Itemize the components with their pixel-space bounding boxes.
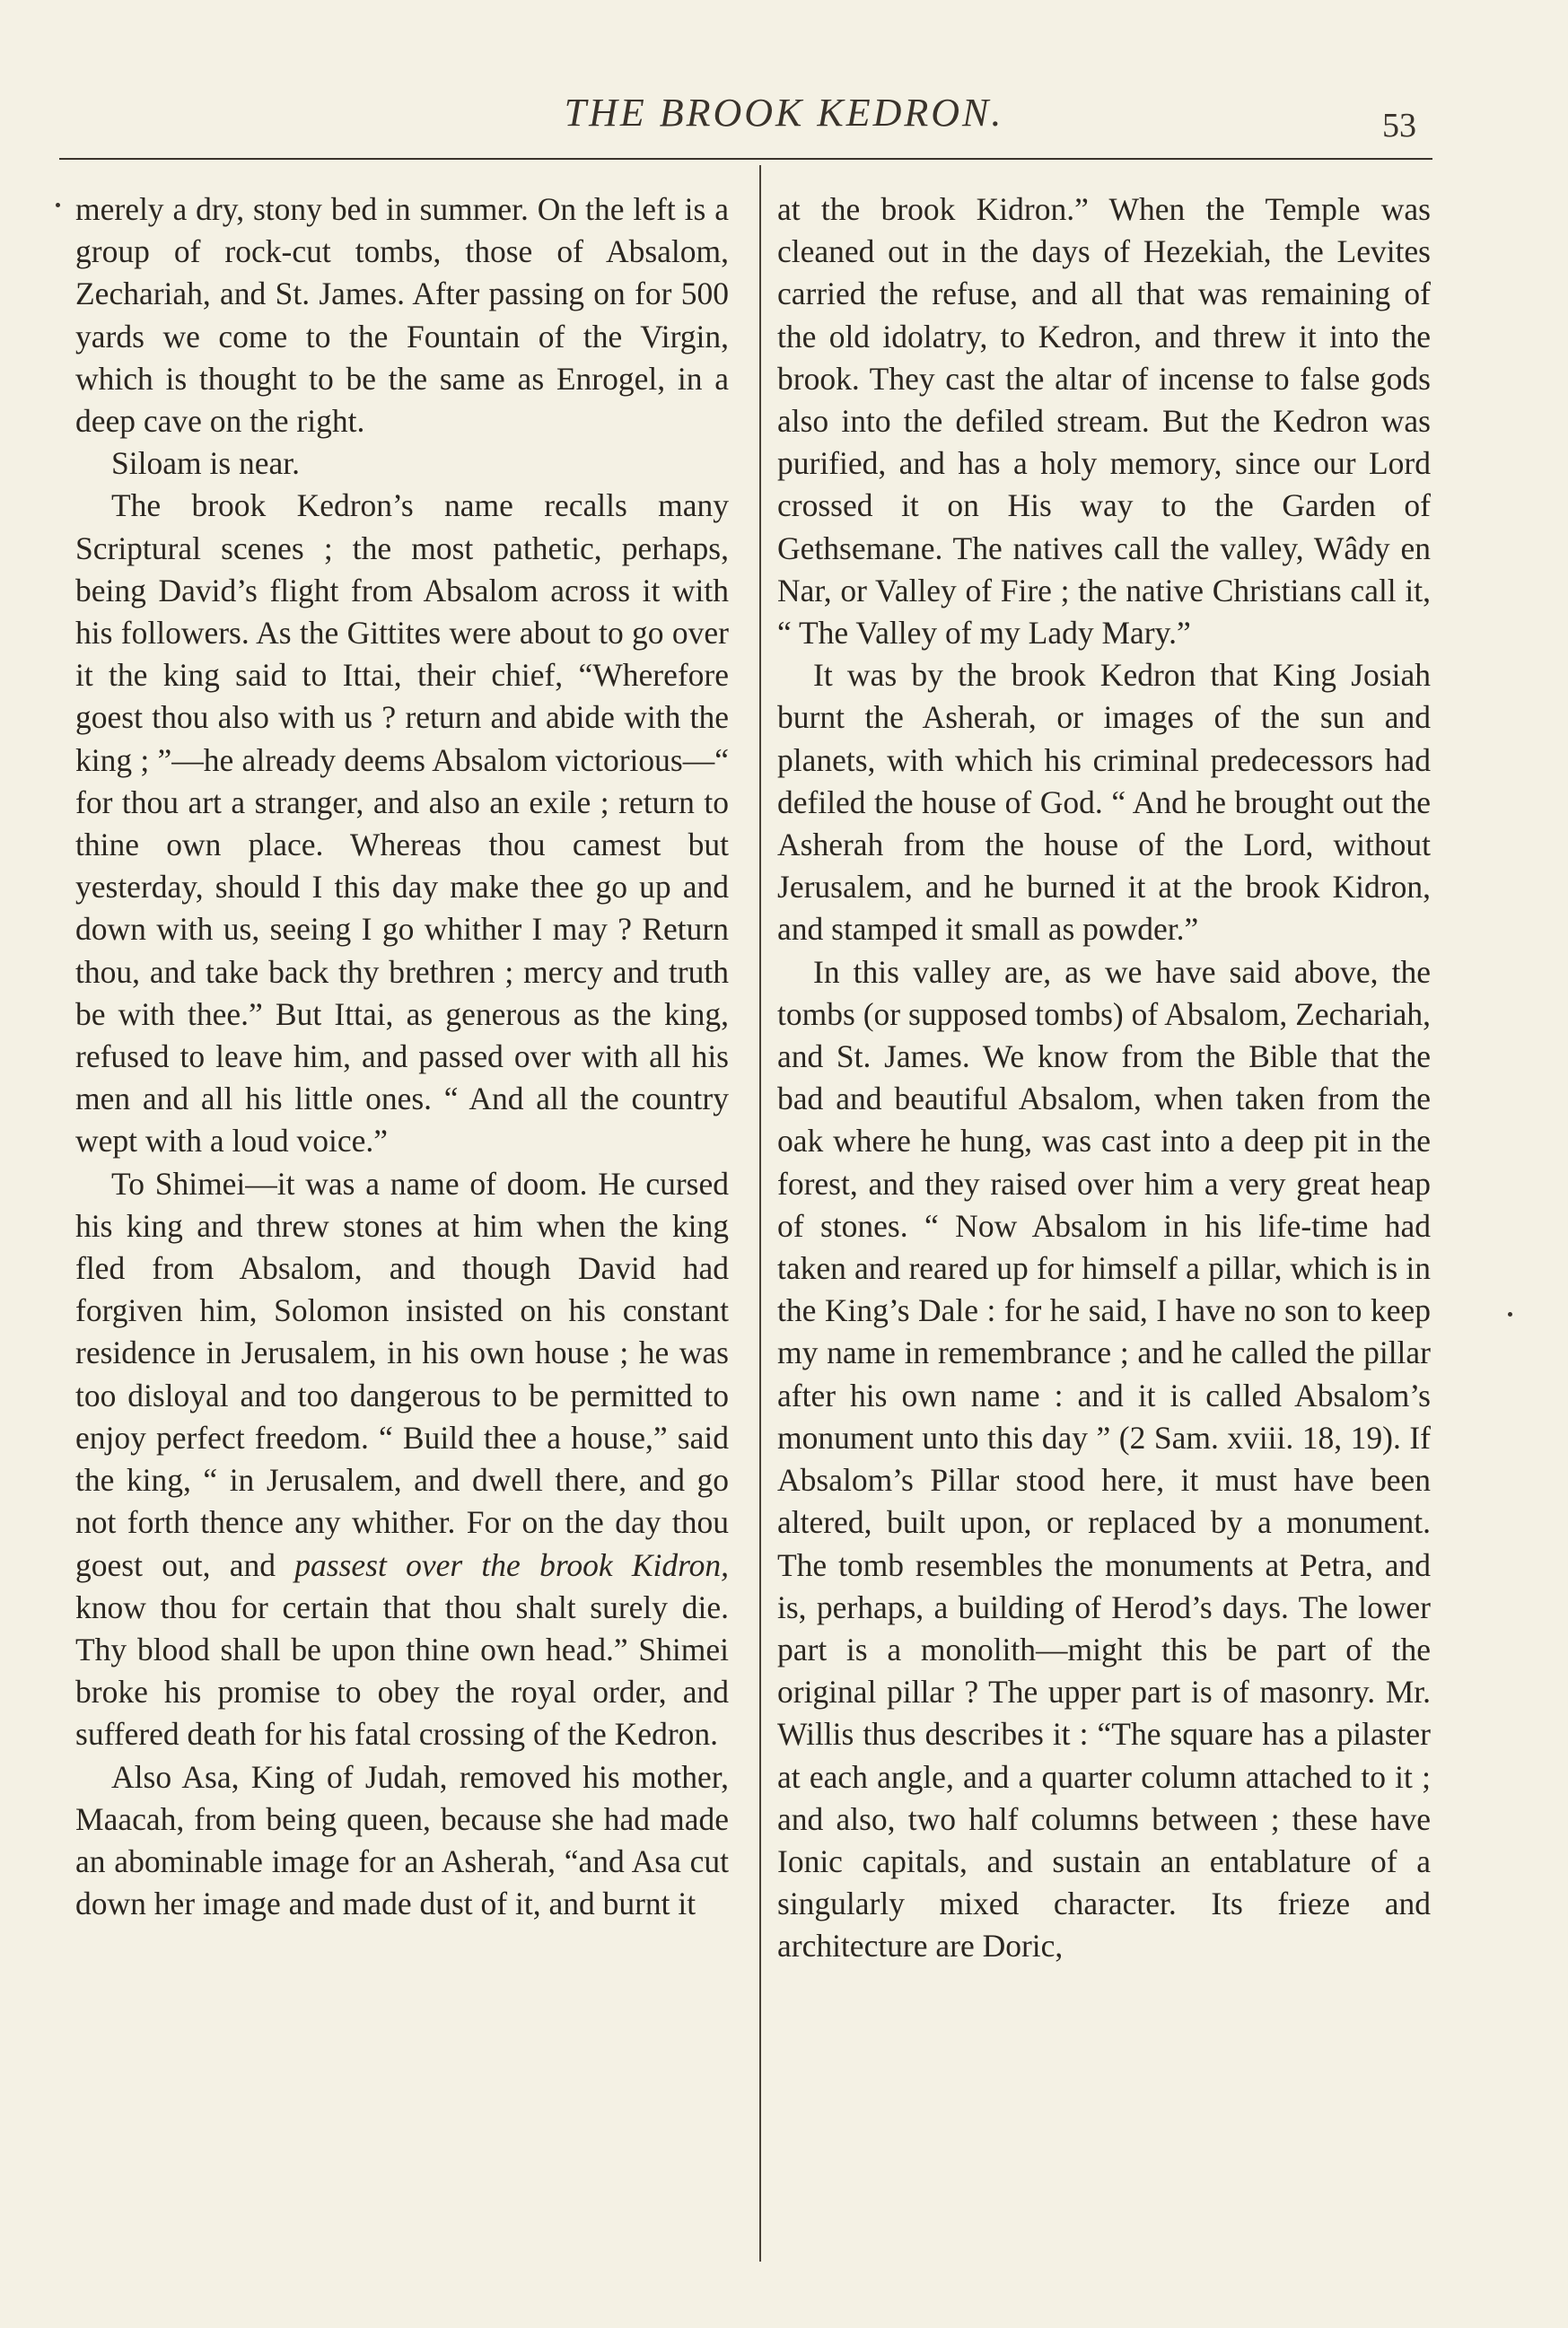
margin-mark <box>1508 1312 1512 1317</box>
paragraph: Siloam is near. <box>111 445 301 482</box>
paragraph: at the brook Kidron.” When the Temple was cleaned out in the days of Hezekiah, the Levites carried the refuse, and all that was remaining of the old idolatry, to Kedron, and threw it into the brook. They cast the altar of incense to false gods also into the defiled stream. But the Kedron was purified, and has a holy memory, since our Lord crossed it on His way to the Garden of Gethsemane. The natives call the valley, Wâdy en Nar, or Valley of Fire ; the native Christians call it, “ The Valley of my Lady Mary.” <box>777 191 1431 652</box>
paragraph-text: To Shimei—it was a name of doom. He cursed his king and threw stones at him when the king fled from Absalom, and though David had forgiven him, Solomon insisted on his constant residence in Jerusalem, in his own house ; he was too disloyal and too dangerous to be permitted to enjoy perfect freedom. “ Build thee a house,” said the king, “ in Jerusalem, and dwell there, and go not forth thence any whither. For on the day thou goest out, and <box>75 1165 729 1583</box>
paragraph: merely a dry, stony bed in summer. On the left is a group of rock-cut tombs, those of Absalom, Zechariah, and St. James. After passing on for 500 yards we come to the Fountain of the Virgin, which is thought to be the same as Enrogel, in a deep cave on the right. <box>75 191 729 440</box>
right-column <box>777 188 1431 1968</box>
paragraph: Also Asa, King of Judah, removed his mother, Maacah, from being queen, because she had made an abominable image for an Asherah, “and Asa cut down her image and made dust of it, and burnt it <box>75 1758 729 1922</box>
paragraph <box>75 1163 729 1756</box>
margin-mark <box>56 203 60 207</box>
italic-quote: passest over the brook Kidron, <box>294 1546 730 1583</box>
page-number: 53 <box>1382 107 1416 144</box>
left-column <box>75 188 729 1925</box>
paragraph: The brook Kedron’s name recalls many Scriptural scenes ; the most pathetic, perhaps, being David’s flight from Absalom across it with his followers. As the Gittites were about to go over it the king said to Ittai, their chief, “Wherefore goest thou also with us ? return and abide with the king ; ”—he already deems Absalom victorious—“ for thou art a stranger, and also an exile ; return to thine own place. Whereas thou camest but yesterday, should I this day make thee go up and down with us, seeing I go whither I may ? Return thou, and take back thy brethren ; mercy and truth be with thee.” But Ittai, as generous as the king, refused to leave him, and passed over with all his men and all his little ones. “ And all the country wept with a loud voice.” <box>75 487 729 1160</box>
paragraph: It was by the brook Kedron that King Josiah burnt the Asherah, or images of the sun and planets, with which his criminal predecessors had defiled the house of God. “ And he brought out the Asherah from the house of the Lord, without Jerusalem, and he burned it at the brook Kidron, and stamped it small as powder.” <box>777 657 1431 948</box>
column-divider <box>759 165 761 2262</box>
paragraph-text: know thou for certain that thou shalt surely die. Thy blood shall be upon thine own head.” Shimei broke his promise to obey the royal order, and suffered death for his fatal crossing of the Kedron. <box>75 1588 729 1753</box>
header-rule <box>59 158 1432 160</box>
running-title: THE BROOK KEDRON. <box>564 91 1004 135</box>
paragraph: In this valley are, as we have said above, the tombs (or supposed tombs) of Absalom, Zechariah, and St. James. We know from the Bible that the bad and beautiful Absalom, when taken from the oak where he hung, was cast into a deep pit in the forest, and they raised over him a very great heap of stones. “ Now Absalom in his life-time had taken and reared up for himself a pillar, which is in the King’s Dale : for he said, I have no son to keep my name in remembrance ; and he called the pillar after his own name : and it is called Absalom’s monument unto this day ” (2 Sam. xviii. 18, 19). If Absalom’s Pillar stood here, it must have been altered, built upon, or replaced by a monument. The tomb resembles the monuments at Petra, and is, perhaps, a building of Herod’s days. The lower part is a monolith—might this be part of the original pillar ? The upper part is of masonry. Mr. Willis thus describes it : “The square has a pilaster at each angle, and a quarter column attached to it ; and also, two half columns between ; these have Ionic capitals, and sustain an entablature of a singularly mixed character. Its frieze and architecture are Doric, <box>777 953 1431 1965</box>
